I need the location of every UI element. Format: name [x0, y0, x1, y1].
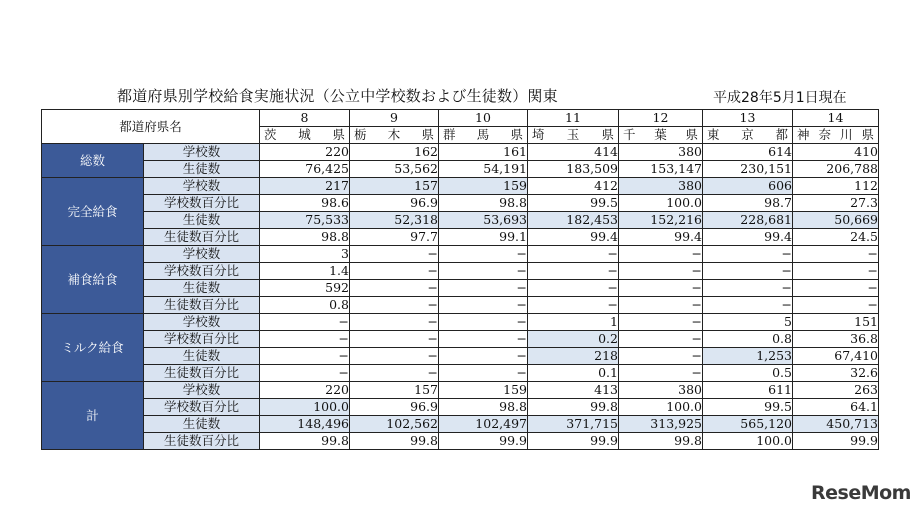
value-cell: 5 — [703, 314, 793, 331]
value-cell: 27.3 — [793, 195, 879, 212]
value-cell: 263 — [793, 382, 879, 399]
value-cell: − — [619, 263, 703, 280]
value-cell: 1.4 — [260, 263, 350, 280]
value-cell: − — [619, 331, 703, 348]
table-row — [42, 161, 879, 178]
value-cell: − — [619, 314, 703, 331]
value-cell: 99.4 — [703, 229, 793, 246]
row-label: 学校数百分比 — [144, 331, 260, 348]
value-cell: 67,410 — [793, 348, 879, 365]
value-cell: 0.8 — [703, 331, 793, 348]
value-cell: 100.0 — [260, 399, 350, 416]
value-cell: 380 — [619, 178, 703, 195]
prefecture-name-char: 奈 — [818, 127, 831, 142]
value-cell: 100.0 — [703, 433, 793, 450]
prefecture-name — [703, 127, 793, 144]
value-cell: 413 — [528, 382, 619, 399]
category-cell: ミルク給食 — [42, 314, 144, 382]
row-label: 生徒数 — [144, 348, 260, 365]
row-label: 学校数百分比 — [144, 195, 260, 212]
value-cell: − — [528, 280, 619, 297]
value-cell: 614 — [703, 144, 793, 161]
value-cell: 54,191 — [439, 161, 528, 178]
prefecture-name-char: 木 — [387, 127, 401, 142]
table-row — [42, 314, 879, 331]
value-cell: − — [439, 314, 528, 331]
value-cell: 371,715 — [528, 416, 619, 433]
value-cell: − — [703, 280, 793, 297]
value-cell: 97.7 — [350, 229, 439, 246]
value-cell: 96.9 — [350, 195, 439, 212]
value-cell: 99.9 — [439, 433, 528, 450]
value-cell: 99.8 — [619, 433, 703, 450]
value-cell: 162 — [350, 144, 439, 161]
value-cell: 151 — [793, 314, 879, 331]
value-cell: 99.4 — [619, 229, 703, 246]
value-cell: 98.8 — [260, 229, 350, 246]
table-row — [42, 195, 879, 212]
value-cell: − — [703, 263, 793, 280]
value-cell: 410 — [793, 144, 879, 161]
value-cell: 1 — [528, 314, 619, 331]
prefecture-name — [619, 127, 703, 144]
value-cell: 99.1 — [439, 229, 528, 246]
value-cell: 100.0 — [619, 195, 703, 212]
prefecture-name-text — [528, 127, 618, 143]
prefecture-name-char: 千 — [623, 127, 636, 142]
prefecture-code: 10 — [439, 110, 528, 127]
prefecture-name-char: 茨 — [264, 127, 277, 142]
value-cell: − — [439, 331, 528, 348]
prefecture-name-char: 城 — [298, 127, 311, 142]
row-label: 学校数 — [144, 178, 260, 195]
table-row — [42, 382, 879, 399]
row-label: 学校数 — [144, 382, 260, 399]
value-cell: − — [439, 263, 528, 280]
row-label: 学校数百分比 — [144, 399, 260, 416]
value-cell: 99.5 — [528, 195, 619, 212]
prefecture-name-text — [619, 127, 702, 143]
value-cell: − — [260, 365, 350, 382]
row-label: 生徒数百分比 — [144, 433, 260, 450]
resemom-logo: ReseMom — [811, 482, 911, 504]
value-cell: 99.5 — [703, 399, 793, 416]
prefecture-code: 12 — [619, 110, 703, 127]
prefecture-name-char: 埼 — [532, 127, 545, 142]
prefecture-name-char: 玉 — [566, 127, 580, 142]
value-cell: − — [439, 297, 528, 314]
value-cell: 0.1 — [528, 365, 619, 382]
value-cell: 380 — [619, 144, 703, 161]
table-row — [42, 297, 879, 314]
value-cell: 218 — [528, 348, 619, 365]
value-cell: − — [260, 348, 350, 365]
row-label: 生徒数百分比 — [144, 229, 260, 246]
value-cell: 220 — [260, 144, 350, 161]
value-cell: − — [528, 246, 619, 263]
row-label: 学校数 — [144, 314, 260, 331]
value-cell: − — [350, 314, 439, 331]
value-cell: − — [619, 280, 703, 297]
value-cell: 76,425 — [260, 161, 350, 178]
value-cell: 98.8 — [439, 399, 528, 416]
value-cell: − — [619, 246, 703, 263]
value-cell: 380 — [619, 382, 703, 399]
value-cell: 75,533 — [260, 212, 350, 229]
value-cell: 99.8 — [350, 433, 439, 450]
table-row — [42, 178, 879, 195]
prefecture-name-char: 県 — [861, 127, 874, 142]
prefecture-name-char: 県 — [332, 127, 345, 142]
value-cell: − — [528, 263, 619, 280]
table-row — [42, 263, 879, 280]
table-row — [42, 212, 879, 229]
table-row — [42, 246, 879, 263]
value-cell: 52,318 — [350, 212, 439, 229]
value-cell: − — [260, 331, 350, 348]
value-cell: 99.9 — [528, 433, 619, 450]
value-cell: 96.9 — [350, 399, 439, 416]
prefecture-name-char: 栃 — [354, 127, 367, 142]
value-cell: − — [439, 348, 528, 365]
value-cell: 183,509 — [528, 161, 619, 178]
prefecture-code: 9 — [350, 110, 439, 127]
value-cell: − — [350, 263, 439, 280]
value-cell: 24.5 — [793, 229, 879, 246]
value-cell: − — [350, 297, 439, 314]
value-cell: 157 — [350, 382, 439, 399]
row-label: 生徒数 — [144, 212, 260, 229]
value-cell: − — [793, 263, 879, 280]
value-cell: − — [528, 297, 619, 314]
value-cell: − — [260, 314, 350, 331]
value-cell: 99.8 — [528, 399, 619, 416]
value-cell: 3 — [260, 246, 350, 263]
value-cell: 99.8 — [260, 433, 350, 450]
value-cell: − — [703, 297, 793, 314]
prefecture-code: 11 — [528, 110, 619, 127]
category-cell: 補食給食 — [42, 246, 144, 314]
value-cell: 412 — [528, 178, 619, 195]
prefecture-name-char: 県 — [685, 127, 698, 142]
prefecture-name-text — [260, 127, 349, 143]
prefecture-name-char: 東 — [707, 127, 720, 142]
prefecture-name-char: 神 — [797, 127, 810, 142]
prefecture-name-char: 県 — [510, 127, 523, 142]
value-cell: 157 — [350, 178, 439, 195]
value-cell: 148,496 — [260, 416, 350, 433]
table-row — [42, 144, 879, 161]
row-label: 学校数百分比 — [144, 263, 260, 280]
value-cell: − — [703, 246, 793, 263]
prefecture-name — [439, 127, 528, 144]
value-cell: 102,562 — [350, 416, 439, 433]
value-cell: − — [350, 365, 439, 382]
value-cell: − — [793, 246, 879, 263]
prefecture-name-char: 都 — [775, 127, 788, 142]
value-cell: 592 — [260, 280, 350, 297]
prefecture-name-char: 馬 — [476, 127, 490, 142]
table-row — [42, 433, 879, 450]
value-cell: 565,120 — [703, 416, 793, 433]
value-cell: 611 — [703, 382, 793, 399]
prefecture-name-char: 群 — [443, 127, 456, 142]
table-row — [42, 280, 879, 297]
row-label: 生徒数 — [144, 416, 260, 433]
prefecture-name-text — [703, 127, 792, 143]
value-cell: 152,216 — [619, 212, 703, 229]
value-cell: 53,693 — [439, 212, 528, 229]
value-cell: 64.1 — [793, 399, 879, 416]
prefecture-name-char: 川 — [839, 127, 853, 142]
value-cell: 98.8 — [439, 195, 528, 212]
prefecture-code: 14 — [793, 110, 879, 127]
table-row — [42, 365, 879, 382]
value-cell: − — [439, 365, 528, 382]
value-cell: 50,669 — [793, 212, 879, 229]
prefecture-name — [350, 127, 439, 144]
row-label: 学校数 — [144, 144, 260, 161]
value-cell: 217 — [260, 178, 350, 195]
value-cell: 161 — [439, 144, 528, 161]
prefecture-name-char: 葉 — [654, 127, 667, 142]
value-cell: 182,453 — [528, 212, 619, 229]
table-row — [42, 331, 879, 348]
row-label: 生徒数百分比 — [144, 365, 260, 382]
category-cell: 完全給食 — [42, 178, 144, 246]
as-of-date: 平成28年5月1日現在 — [713, 90, 847, 106]
row-label: 生徒数百分比 — [144, 297, 260, 314]
value-cell: 159 — [439, 382, 528, 399]
value-cell: − — [619, 348, 703, 365]
value-cell: − — [619, 297, 703, 314]
prefecture-name-text — [793, 127, 878, 143]
prefecture-name — [528, 127, 619, 144]
value-cell: − — [619, 365, 703, 382]
school-lunch-table — [41, 109, 879, 450]
value-cell: 230,151 — [703, 161, 793, 178]
value-cell: 99.4 — [528, 229, 619, 246]
value-cell: − — [350, 280, 439, 297]
category-cell: 計 — [42, 382, 144, 450]
corner-header: 都道府県名 — [42, 110, 260, 144]
value-cell: 206,788 — [793, 161, 879, 178]
value-cell: 313,925 — [619, 416, 703, 433]
value-cell: 414 — [528, 144, 619, 161]
value-cell: 159 — [439, 178, 528, 195]
prefecture-name — [793, 127, 879, 144]
prefecture-code: 13 — [703, 110, 793, 127]
header-row-codes — [42, 110, 879, 127]
value-cell: 228,681 — [703, 212, 793, 229]
value-cell: 102,497 — [439, 416, 528, 433]
value-cell: 99.9 — [793, 433, 879, 450]
value-cell: − — [350, 246, 439, 263]
value-cell: − — [793, 297, 879, 314]
value-cell: 53,562 — [350, 161, 439, 178]
prefecture-code: 8 — [260, 110, 350, 127]
value-cell: 450,713 — [793, 416, 879, 433]
value-cell: 153,147 — [619, 161, 703, 178]
value-cell: − — [439, 246, 528, 263]
value-cell: 220 — [260, 382, 350, 399]
value-cell: − — [793, 280, 879, 297]
page-title: 都道府県別学校給食実施状況（公立中学校数および生徒数）関東 — [117, 87, 558, 105]
value-cell: − — [439, 280, 528, 297]
value-cell: 0.5 — [703, 365, 793, 382]
prefecture-name-char: 京 — [741, 127, 754, 142]
prefecture-name — [260, 127, 350, 144]
table-row — [42, 399, 879, 416]
row-label: 生徒数 — [144, 280, 260, 297]
value-cell: 32.6 — [793, 365, 879, 382]
value-cell: 98.6 — [260, 195, 350, 212]
prefecture-name-text — [439, 127, 527, 143]
table-row — [42, 348, 879, 365]
value-cell: 112 — [793, 178, 879, 195]
value-cell: 36.8 — [793, 331, 879, 348]
prefecture-name-text — [350, 127, 438, 143]
category-cell: 総数 — [42, 144, 144, 178]
value-cell: − — [350, 348, 439, 365]
value-cell: 606 — [703, 178, 793, 195]
value-cell: − — [350, 331, 439, 348]
table-row — [42, 416, 879, 433]
row-label: 生徒数 — [144, 161, 260, 178]
value-cell: 100.0 — [619, 399, 703, 416]
prefecture-name-char: 県 — [421, 127, 434, 142]
table-row — [42, 229, 879, 246]
row-label: 学校数 — [144, 246, 260, 263]
prefecture-name-char: 県 — [601, 127, 614, 142]
value-cell: 1,253 — [703, 348, 793, 365]
value-cell: 0.2 — [528, 331, 619, 348]
value-cell: 98.7 — [703, 195, 793, 212]
value-cell: 0.8 — [260, 297, 350, 314]
